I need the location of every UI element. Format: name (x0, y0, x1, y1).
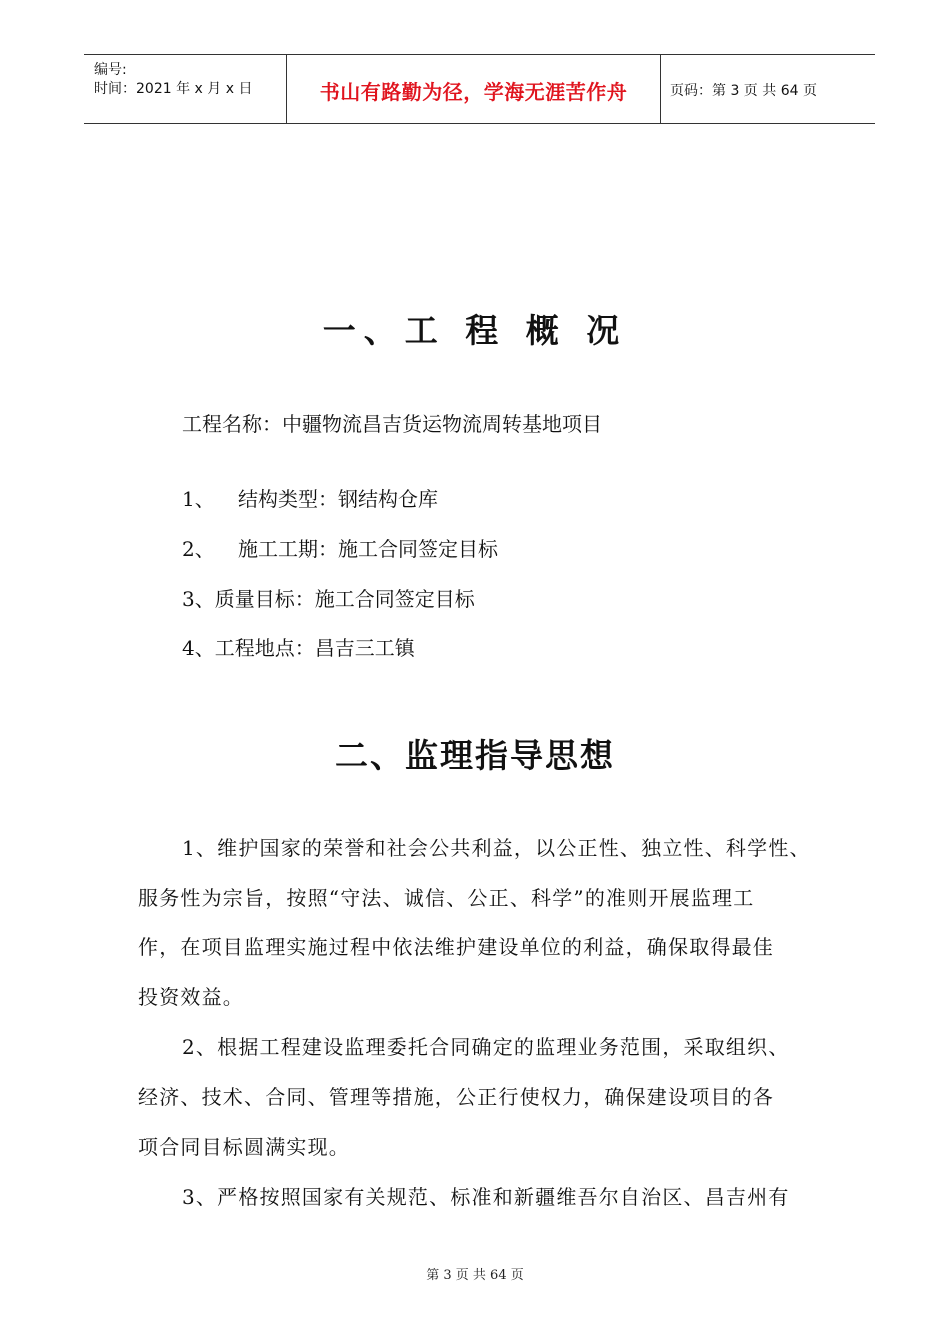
paragraph-3-line-1: 3、严格按照国家有关规范、标准和新疆维吾尔自治区、昌吉州有 (182, 1185, 790, 1209)
paragraph-1-line-2: 服务性为宗旨，按照“守法、诚信、公正、科学”的准则开展监理工 (138, 886, 755, 910)
paragraph-2-line-2: 经济、技术、合同、管理等措施，公正行使权力，确保建设项目的各 (138, 1085, 774, 1109)
paragraph-1-line-3: 作，在项目监理实施过程中依法维护建设单位的利益，确保取得最佳 (138, 935, 774, 959)
paragraph-2-line-1: 2、根据工程建设监理委托合同确定的监理业务范围，采取组织、 (182, 1035, 790, 1059)
header-page-number: 页码：第 3 页 共 64 页 (670, 83, 817, 99)
header-right-cell (660, 55, 875, 123)
document-time-label: 时间：2021 年 x 月 x 日 (94, 81, 253, 97)
header-motto-cell (286, 55, 661, 123)
overview-item-3-text: 3、质量目标：施工合同签定目标 (182, 587, 475, 611)
page-footer: 第 3 页 共 64 页 (426, 1268, 524, 1283)
project-name: 工程名称：中疆物流昌吉货运物流周转基地项目 (182, 412, 602, 436)
header-left-cell (84, 55, 286, 123)
header-motto: 书山有路勤为径，学海无涯苦作舟 (319, 80, 628, 104)
page-header (84, 54, 875, 124)
overview-item-1-number: 1、 (182, 487, 215, 511)
overview-item-2-number: 2、 (182, 537, 215, 561)
paragraph-1-line-1: 1、维护国家的荣誉和社会公共利益，以公正性、独立性、科学性、 (182, 836, 811, 860)
overview-item-4-text: 4、工程地点：昌吉三工镇 (182, 636, 415, 660)
section-2-title: 二、监理指导思想 (335, 736, 615, 775)
overview-item-2-text: 施工工期：施工合同签定目标 (238, 537, 498, 561)
document-number-label: 编号: (94, 62, 127, 78)
paragraph-2-line-3: 项合同目标圆满实现。 (138, 1135, 350, 1159)
paragraph-1-line-4: 投资效益。 (138, 985, 244, 1009)
section-1-title: 一、工 程 概 况 (322, 311, 628, 350)
overview-item-1-text: 结构类型：钢结构仓库 (238, 487, 438, 511)
